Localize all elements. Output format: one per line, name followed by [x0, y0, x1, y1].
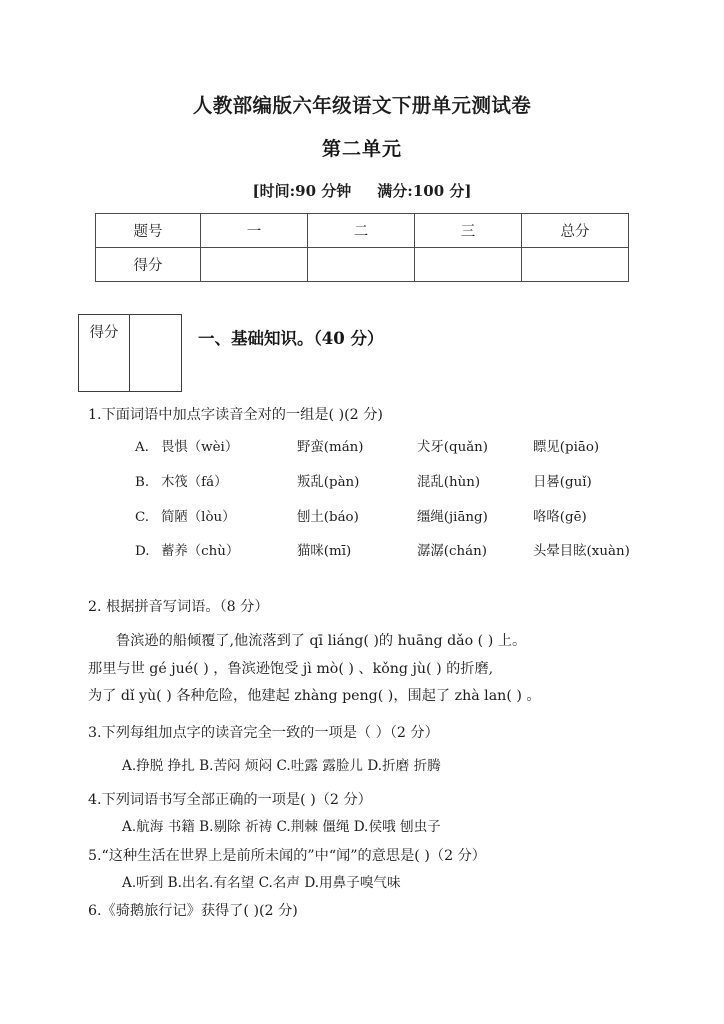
table-row [96, 214, 629, 248]
score-cell-2[interactable] [308, 248, 415, 282]
passage-line-text: 那里与世 gé jué( ) ，鲁滨逊饱受 jì mò( ) 、kǒng jù( ) 的折磨, [88, 660, 494, 677]
passage-line [88, 683, 648, 711]
option-label: C. [135, 509, 150, 525]
option-item: 日晷(guǐ) [533, 474, 592, 490]
question-1-stem: 1.下面词语中加点字读音全对的一组是( )(2 分) [88, 407, 383, 423]
question-1-option-d[interactable] [0, 542, 724, 563]
option-item: 犬牙(quǎn) [417, 440, 489, 455]
question-5-stem: 5.“这种生活在世界上是前所未闻的”中“闻”的意思是( )（2 分） [88, 848, 486, 864]
score-cell-1[interactable] [201, 248, 308, 282]
question-6 [0, 900, 724, 922]
passage-line-text: 鲁滨逊的船倾覆了,他流落到了 qī liáng( )的 huāng dǎo ( ) 上。 [116, 633, 527, 649]
score-table-col-3: 三 [415, 214, 522, 248]
option-item: 木筏（fá） [161, 474, 228, 490]
option-item: 刨土(báo) [297, 509, 359, 525]
question-3-stem: 3.下列每组加点字的读音完全一致的一项是（ ）（2 分） [88, 725, 439, 741]
option-item: 咯咯(gē) [533, 509, 587, 525]
question-1-option-b[interactable] [0, 473, 724, 494]
option-item: 猫咪(mī) [297, 544, 352, 560]
option-label: B. [135, 474, 150, 490]
option-item: 头晕目眩(xuàn) [533, 544, 630, 560]
question-5-options[interactable]: A.听到 B.出名.有名望 C.名声 D.用鼻子嗅气味 [122, 875, 401, 891]
option-item: 潺潺(chán) [417, 544, 487, 560]
score-table-col-1: 一 [201, 214, 308, 248]
unit-title: 第二单元 [321, 138, 402, 160]
score-table-row-label-1: 题号 [96, 214, 201, 248]
question-1-option-c[interactable] [0, 508, 724, 529]
question-2 [0, 596, 724, 711]
passage-line [88, 628, 648, 656]
section-score-box [78, 314, 182, 392]
question-2-passage[interactable] [0, 628, 724, 711]
question-3-options[interactable]: A.挣脱 挣扎 B.苦闷 烦闷 C.吐露 露脸儿 D.折磨 折腾 [122, 758, 441, 774]
score-table-col-2: 二 [308, 214, 415, 248]
question-4-options[interactable]: A.航海 书籍 B.剔除 祈祷 C.荆棘 僵绳 D.侯哦 刨虫子 [122, 819, 441, 835]
option-item: 缰绳(jiāng) [417, 509, 488, 525]
exam-time: [时间:90 分钟 [252, 182, 352, 200]
section-score-value[interactable] [130, 315, 181, 391]
option-item: 混乱(hùn) [417, 474, 481, 490]
question-4-stem: 4.下列词语书写全部正确的一项是( )（2 分） [88, 792, 372, 808]
question-1 [0, 404, 724, 563]
option-item: 野蛮(mán) [297, 440, 364, 455]
question-2-stem: 2. 根据拼音写词语。（8 分） [88, 599, 269, 615]
question-3 [0, 722, 724, 777]
option-item: 叛乱(pàn) [297, 474, 360, 490]
score-cell-3[interactable] [415, 248, 522, 282]
exam-full-score: 满分:100 分] [377, 182, 472, 200]
passage-line [88, 656, 648, 684]
option-item: 畏惧（wèi） [161, 440, 239, 455]
exam-meta [0, 180, 724, 201]
question-5 [0, 845, 724, 894]
score-table-col-total: 总分 [522, 214, 629, 248]
question-1-option-a[interactable] [0, 438, 724, 459]
page-title: 人教部编版六年级语文下册单元测试卷 [192, 94, 532, 117]
option-item: 瞟见(piāo) [533, 440, 600, 455]
section-score-label: 得分 [79, 315, 130, 391]
option-label: D. [135, 544, 150, 560]
question-4 [0, 789, 724, 838]
option-item: 蓄养（chù） [161, 544, 240, 560]
score-table [95, 213, 629, 282]
section-heading: 一、基础知识。（40 分） [198, 329, 384, 348]
option-label: A. [135, 440, 149, 455]
table-row [96, 248, 629, 282]
option-item: 简陋（lòu） [161, 509, 236, 525]
question-6-stem: 6.《骑鹅旅行记》获得了( )(2 分) [88, 903, 298, 919]
score-cell-total[interactable] [522, 248, 629, 282]
passage-line-text: 为了 dǐ yù( ) 各种危险，他建起 zhàng peng( )，围起了 zhà lan( ) 。 [88, 688, 541, 705]
score-table-row-label-2: 得分 [96, 248, 201, 282]
